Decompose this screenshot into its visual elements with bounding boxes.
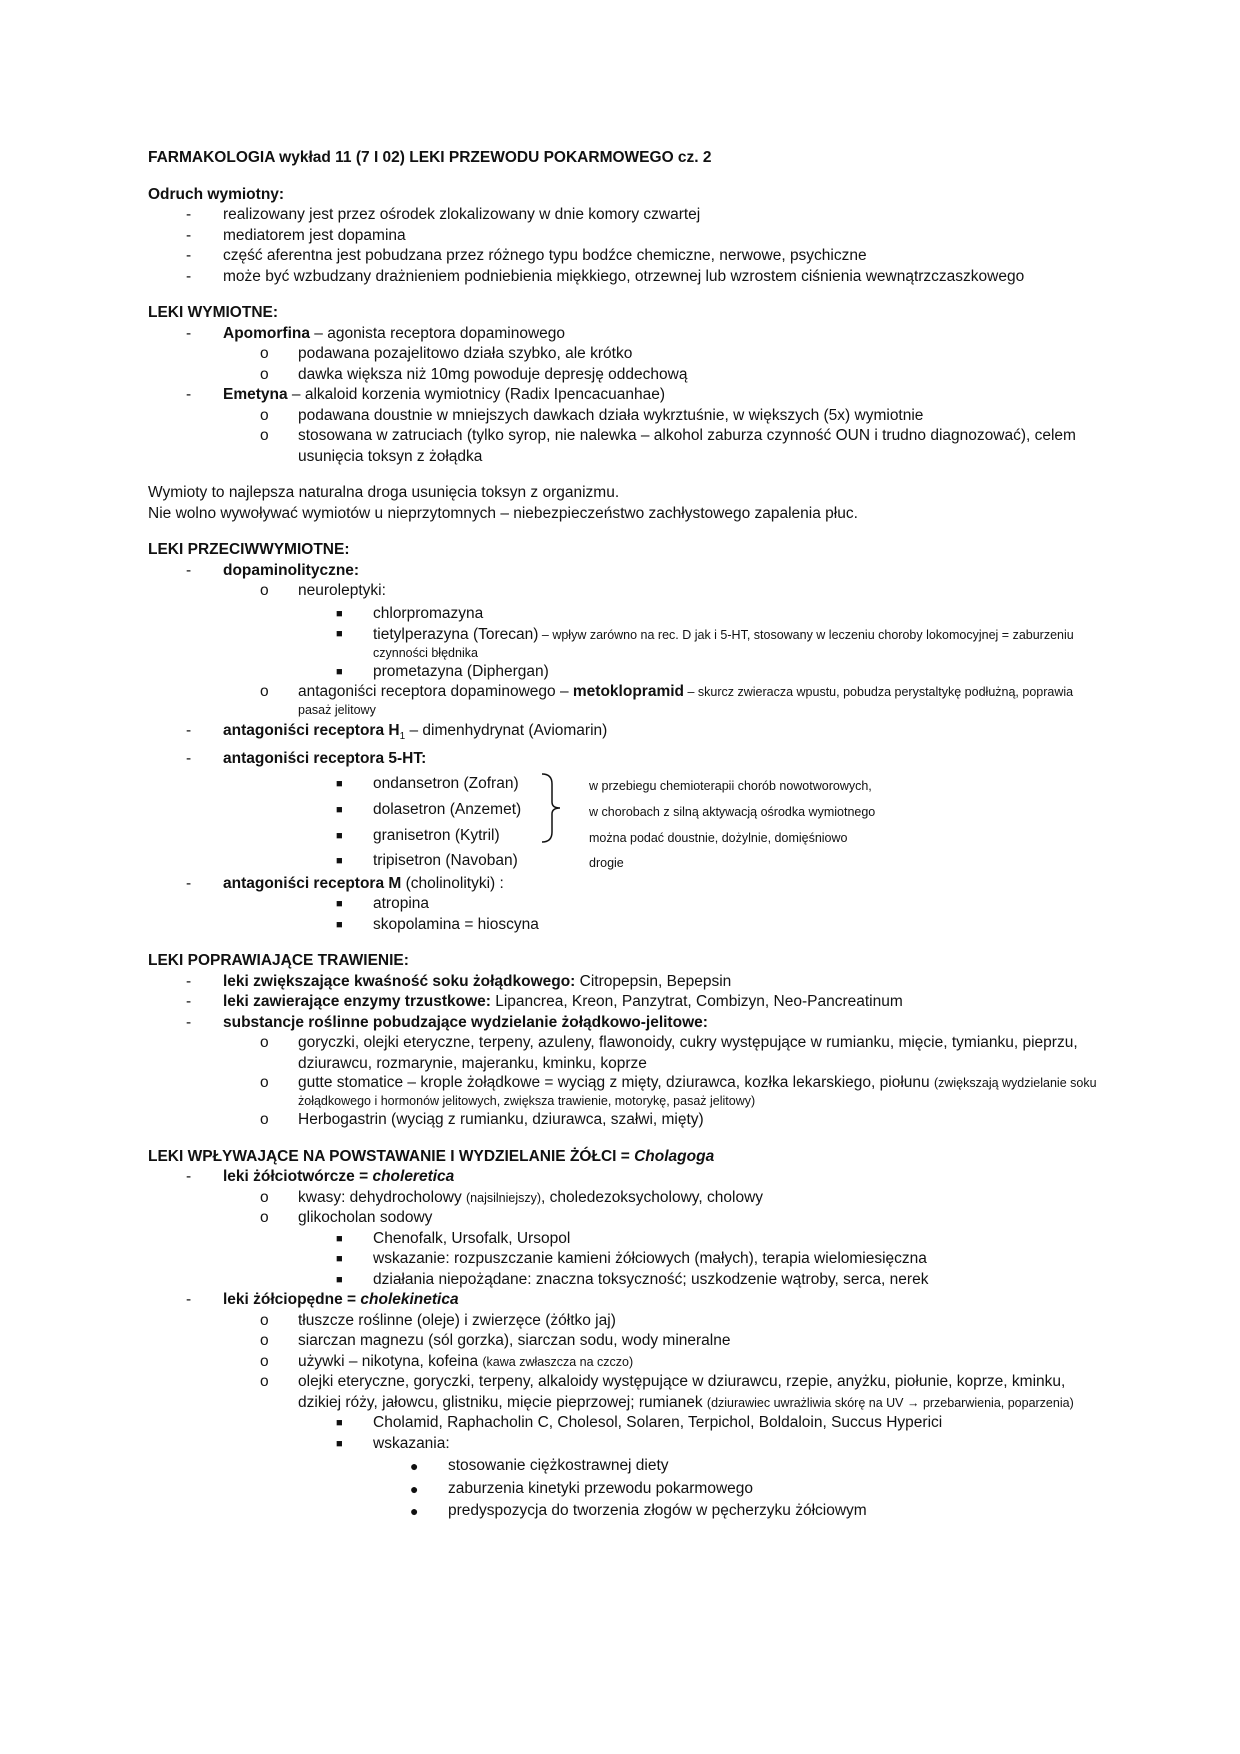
list-item: - część aferentna jest pobudzana przez różnego typu bodźce chemiczne, nerwowe, psychiczne [186, 247, 867, 264]
list-item: - leki żółciopędne = cholekinetica [186, 1291, 459, 1309]
list-item: o glikocholan sodowy [260, 1209, 433, 1227]
list-item: ■ ondansetron (Zofran) [336, 774, 519, 792]
przeciwwymiotne-heading: LEKI PRZECIWWYMIOTNE: [148, 541, 350, 558]
note-line: Nie wolno wywoływać wymiotów u nieprzytomnych – niebezpieczeństwo zachłystowego zapalenia płuc. [148, 504, 858, 522]
list-item: - realizowany jest przez ośrodek zlokalizowany w dnie komory czwartej [186, 206, 701, 223]
list-item: - mediatorem jest dopamina [186, 226, 406, 244]
list-item: - antagoniści receptora M (cholinolityki) : [186, 874, 504, 892]
list-item: o antagoniści receptora dopaminowego – metoklopramid – skurcz zwieracza wpustu, pobudza perystaltykę podłużną, poprawia pasaż jelitowy [260, 682, 1074, 717]
list-item: o goryczki, olejki eteryczne, terpeny, azuleny, flawonoidy, cukry występujące w rumianku, mięcie, tymianku, pieprzu, dziurawcu, rozmarynie, majeranku, kminku, koprze [260, 1034, 1078, 1072]
list-item: ■ chlorpromazyna [336, 604, 484, 622]
list-item: o siarczan magnezu (sól gorzka), siarczan sodu, wody mineralne [260, 1332, 731, 1350]
list-item: o Herbogastrin (wyciąg z rumianku, dziurawca, szałwi, mięty) [260, 1111, 704, 1129]
note-line: Wymioty to najlepsza naturalna droga usunięcia toksyn z organizmu. [148, 484, 620, 501]
list-item: o gutte stomatice – krople żołądkowe = wyciąg z mięty, dziurawca, kozłka lekarskiego, piołunu (zwiększają wydzielanie soku żołądkowego i hormonów jelitowych, zwiększa trawienie, motorykę, pasaż jelitowy) [260, 1074, 1097, 1109]
list-item: o podawana doustnie w mniejszych dawkach działa wykrztuśnie, w większych (5x) wymiotnie [260, 406, 924, 424]
ht-note: w chorobach z silną aktywacją ośrodka wymiotnego [589, 804, 876, 819]
list-item: ■ wskazania: [336, 1434, 450, 1452]
brace-icon [540, 772, 564, 844]
ht-antagonists-block [148, 770, 1098, 874]
list-item: - Apomorfina – agonista receptora dopaminowego [186, 324, 566, 342]
list-item: ■ Chenofalk, Ursofalk, Ursopol [336, 1229, 571, 1247]
list-item: ■ tietylperazyna (Torecan) – wpływ zarówno na rec. D jak i 5-HT, stosowany w leczeniu choroby lokomocyjnej = zaburzeniu czynności błędnika [336, 626, 1074, 660]
list-item: - Emetyna – alkaloid korzenia wymiotnicy (Radix Ipencacuanhae) [186, 386, 665, 403]
list-item: ■ działania niepożądane: znaczna toksyczność; uszkodzenie wątroby, serca, nerek [336, 1270, 929, 1288]
list-item: o neuroleptyki: [260, 582, 386, 599]
list-item: o kwasy: dehydrocholowy (najsilniejszy), chol​edezoksycholowy, cholowy [260, 1188, 764, 1206]
list-item: - może być wzbudzany drażnieniem podniebienia miękkiego, otrzewnej lub wzrostem ciśnienia wewnątrzczaszkowego [186, 267, 1025, 285]
list-item: ■ prometazyna (Diphergan) [336, 663, 549, 680]
odruch-heading: Odruch wymiotny: [148, 185, 285, 203]
zolc-heading: LEKI WPŁYWAJĄCE NA POWSTAWANIE I WYDZIELANIE ŻÓŁCI = Cholagoga [148, 1147, 715, 1165]
list-item: ■ dolasetron (Anzemet) [336, 800, 522, 818]
list-item: ● zaburzenia kinetyki przewodu pokarmowego [410, 1479, 753, 1497]
list-item: o podawana pozajelitowo działa szybko, ale krótko [260, 345, 633, 362]
list-item: ■ skopolamina = hioscyna [336, 915, 539, 933]
list-item: ● stosowanie ciężkostrawnej diety [410, 1457, 669, 1475]
list-item: ■ granisetron (Kytril) [336, 826, 500, 844]
ht-note: w przebiegu chemioterapii chorób nowotworowych, [589, 778, 872, 793]
list-item: o dawka większa niż 10mg powoduje depresję oddechową [260, 365, 688, 383]
list-item: ■ tripisetron (Navoban) [336, 851, 518, 869]
list-item: - leki żółciotwórcze = choleretica [186, 1168, 455, 1186]
list-item: - leki zawierające enzymy trzustkowe: Lipancrea, Kreon, Panzytrat, Combizyn, Neo-Pancreatinum [186, 993, 903, 1011]
list-item: ■ atropina [336, 895, 430, 913]
list-item: - antagoniści receptora 5-HT: [186, 750, 427, 768]
list-item: o stosowana w zatruciach (tylko syrop, nie nalewka – alkohol zaburza czynność OUN i trudno diagnozować), celem usunięcia toksyn z żołądka [260, 427, 1076, 465]
list-item: - leki zwiększające kwaśność soku żołądkowego: Citropepsin, Bepepsin [186, 972, 732, 990]
trawienie-heading: LEKI POPRAWIAJĄCE TRAWIENIE: [148, 952, 409, 970]
list-item: ● predyspozycja do tworzenia złogów w pęcherzyku żółciowym [410, 1502, 867, 1520]
ht-note: drogie [589, 855, 624, 870]
list-item: - substancje roślinne pobudzające wydzielanie żołądkowo-jelitowe: [186, 1013, 708, 1031]
list-item: - dopaminolityczne: [186, 561, 360, 579]
wymiotne-heading: LEKI WYMIOTNE: [148, 304, 279, 321]
document-page [148, 148, 1098, 1522]
list-item: o używki – nikotyna, kofeina (kawa zwłaszcza na czczo) [260, 1352, 634, 1370]
ht-note: można podać doustnie, dożylnie, domięśniowo [589, 830, 848, 845]
list-item: o olejki eteryczne, goryczki, terpeny, alkaloidy występujące w dziurawcu, rzepie, anyżku, piołunie, koprze, kminku, dzikiej róży, jałowcu, glistniku, mięcie pieprzowej; rumianek (dziurawiec uwrażliwia skórę na UV → przebarwienia, poparzenia) [260, 1373, 1074, 1411]
list-item: o tłuszcze roślinne (oleje) i zwierzęce (żółtko jaj) [260, 1311, 616, 1329]
document-title: FARMAKOLOGIA wykład 11 (7 I 02) LEKI PRZEWODU POKARMOWEGO cz. 2 [148, 149, 712, 166]
list-item: - antagoniści receptora $H_1$ – dimenhydrynat (Aviomarin) [186, 721, 608, 742]
list-item: ■ Cholamid, Raphacholin C, Cholesol, Solaren, Terpichol, Boldaloin, Succus Hyperici [336, 1414, 943, 1432]
list-item: ■ wskazanie: rozpuszczanie kamieni żółciowych (małych), terapia wielomiesięczna [336, 1250, 927, 1268]
